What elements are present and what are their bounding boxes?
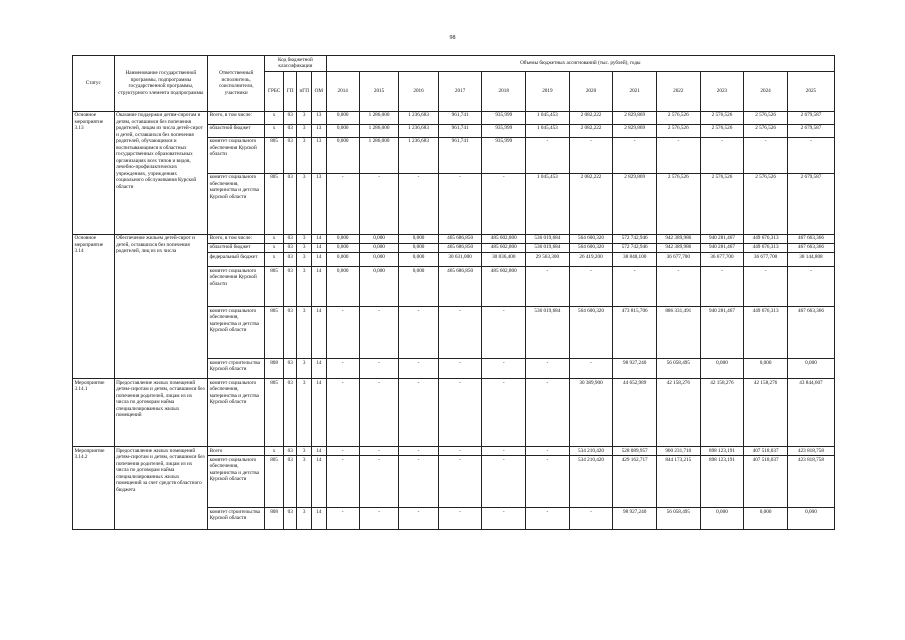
amount-cell: 423 818,758	[787, 455, 834, 507]
amount-cell: 942 389,986	[656, 243, 700, 252]
classification-code-cell: 14	[312, 252, 327, 266]
amount-cell: 0,000	[700, 358, 744, 378]
status-cell: Основное мероприятие 3.14	[73, 234, 115, 378]
amount-cell: 1 286,000	[359, 137, 398, 173]
amount-cell: 940 281,467	[700, 306, 744, 358]
classification-code-cell: 808	[265, 358, 284, 378]
amount-cell: 534 210,420	[569, 455, 613, 507]
classification-code-cell: 03	[283, 124, 297, 137]
header-name: Наименование государственной программы, подпрограммы государственной программы, структурного элемента подпрограммы	[114, 56, 208, 112]
amount-cell: -	[438, 507, 482, 529]
amount-cell: 30 631,000	[438, 252, 482, 266]
classification-code-cell: 03	[283, 111, 297, 124]
classification-code-cell: 3	[297, 266, 312, 306]
amount-cell: -	[526, 137, 570, 173]
classification-code-cell: 13	[312, 111, 327, 124]
amount-cell: 844 173,215	[656, 455, 700, 507]
responsible-cell: комитет строительства Курской области	[208, 358, 265, 378]
amount-cell: -	[569, 266, 613, 306]
amount-cell: 1 236,683	[399, 137, 438, 173]
amount-cell: -	[359, 173, 398, 234]
responsible-cell: комитет социального обеспечения, материнства и детства Курской области	[208, 455, 265, 507]
amount-cell: 465 686,850	[438, 266, 482, 306]
amount-cell: -	[399, 455, 438, 507]
amount-cell: -	[526, 446, 570, 455]
amount-cell: -	[399, 507, 438, 529]
amount-cell: 429 162,717	[613, 455, 657, 507]
amount-cell: 1 045,453	[526, 173, 570, 234]
responsible-cell: комитет социального обеспечения, материнства и детства Курской области	[208, 306, 265, 358]
amount-cell: 407 518,037	[744, 446, 788, 455]
amount-cell: 564 600,320	[569, 243, 613, 252]
amount-cell: -	[613, 266, 657, 306]
amount-cell: -	[326, 358, 359, 378]
classification-code-cell: 03	[283, 455, 297, 507]
classification-code-cell: 14	[312, 243, 327, 252]
classification-code-cell: 13	[312, 137, 327, 173]
classification-code-cell: 3	[297, 124, 312, 137]
amount-cell: 449 676,313	[744, 234, 788, 243]
classification-code-cell: 3	[297, 455, 312, 507]
classification-code-cell: х	[265, 252, 284, 266]
amount-cell: 0,000	[326, 111, 359, 124]
header-code: ГП	[283, 71, 297, 111]
header-year: 2016	[399, 71, 438, 111]
header-year: 2019	[526, 71, 570, 111]
classification-code-cell: 808	[265, 507, 284, 529]
amount-cell: -	[744, 137, 788, 173]
amount-cell: 38 848,100	[613, 252, 657, 266]
responsible-cell: областной бюджет	[208, 243, 265, 252]
classification-code-cell: 3	[297, 252, 312, 266]
amount-cell: 0,000	[787, 358, 834, 378]
amount-cell: 465 686,850	[438, 234, 482, 243]
amount-cell: -	[526, 378, 570, 446]
amount-cell: 898 123,191	[700, 446, 744, 455]
header-year: 2018	[482, 71, 526, 111]
amount-cell: 2 679,587	[787, 111, 834, 124]
amount-cell: 2 679,587	[787, 173, 834, 234]
amount-cell: 42 158,276	[656, 378, 700, 446]
header-classification: Код бюджетной классификации	[265, 56, 326, 72]
amount-cell: 2 576,526	[700, 111, 744, 124]
amount-cell: 0,000	[359, 266, 398, 306]
amount-cell: -	[613, 137, 657, 173]
amount-cell: -	[326, 507, 359, 529]
amount-cell: 98 927,240	[613, 358, 657, 378]
amount-cell: -	[438, 306, 482, 358]
classification-code-cell: 13	[312, 173, 327, 234]
header-status: Статус	[73, 56, 115, 112]
amount-cell: 29 563,300	[526, 252, 570, 266]
amount-cell: -	[399, 358, 438, 378]
amount-cell: 961,741	[438, 111, 482, 124]
classification-code-cell: 3	[297, 173, 312, 234]
amount-cell: -	[569, 358, 613, 378]
classification-code-cell: 805	[265, 378, 284, 446]
amount-cell: 473 815,706	[613, 306, 657, 358]
classification-code-cell: 14	[312, 446, 327, 455]
amount-cell: -	[438, 358, 482, 378]
amount-cell: -	[359, 358, 398, 378]
amount-cell: 536 019,684	[526, 306, 570, 358]
classification-code-cell: 03	[283, 266, 297, 306]
amount-cell: 1 236,683	[399, 124, 438, 137]
amount-cell: -	[438, 378, 482, 446]
amount-cell: -	[399, 446, 438, 455]
header-year: 2022	[656, 71, 700, 111]
classification-code-cell: 03	[283, 378, 297, 446]
amount-cell: -	[744, 266, 788, 306]
amount-cell: 98 927,240	[613, 507, 657, 529]
amount-cell: 886 331,491	[656, 306, 700, 358]
status-cell: Мероприятие 3.14.2	[73, 446, 115, 529]
classification-code-cell: 03	[283, 137, 297, 173]
classification-code-cell: 14	[312, 266, 327, 306]
header-code: ГРБС	[265, 71, 284, 111]
amount-cell: 572 742,946	[613, 243, 657, 252]
amount-cell: 0,000	[744, 507, 788, 529]
amount-cell: 0,000	[326, 266, 359, 306]
classification-code-cell: 3	[297, 446, 312, 455]
classification-code-cell: 14	[312, 234, 327, 243]
header-year: 2024	[744, 71, 788, 111]
amount-cell: 528 089,957	[613, 446, 657, 455]
classification-code-cell: х	[265, 234, 284, 243]
responsible-cell: Всего, в том числе:	[208, 111, 265, 124]
amount-cell: 0,000	[326, 124, 359, 137]
table-row	[73, 111, 835, 124]
classification-code-cell: 13	[312, 124, 327, 137]
header-code: пГП	[297, 71, 312, 111]
amount-cell: 961,741	[438, 137, 482, 173]
header-year: 2021	[613, 71, 657, 111]
header-year: 2014	[326, 71, 359, 111]
amount-cell: 1 286,000	[359, 124, 398, 137]
responsible-cell: федеральный бюджет	[208, 252, 265, 266]
amount-cell: -	[326, 378, 359, 446]
amount-cell: 423 818,758	[787, 446, 834, 455]
amount-cell: -	[359, 306, 398, 358]
measure-name-cell: Предоставление жилых помещений детям-сиротам и детям, оставшимся без попечения родителей, лицам из их числа по договорам найма специализированных жилых помещений за счет средств областного бюджета	[114, 446, 208, 529]
amount-cell: 0,000	[359, 243, 398, 252]
amount-cell: 961,741	[438, 124, 482, 137]
header-code: ОМ	[312, 71, 327, 111]
amount-cell: -	[482, 446, 526, 455]
amount-cell: 2 576,526	[656, 111, 700, 124]
amount-cell: -	[399, 378, 438, 446]
amount-cell: 467 663,366	[787, 306, 834, 358]
amount-cell: 1 045,453	[526, 111, 570, 124]
classification-code-cell: 03	[283, 358, 297, 378]
classification-code-cell: 14	[312, 358, 327, 378]
amount-cell: -	[526, 455, 570, 507]
amount-cell: -	[787, 137, 834, 173]
amount-cell: 0,000	[326, 234, 359, 243]
amount-cell: -	[482, 507, 526, 529]
amount-cell: 0,000	[359, 252, 398, 266]
classification-code-cell: 805	[265, 137, 284, 173]
amount-cell: -	[438, 455, 482, 507]
amount-cell: 26 419,200	[569, 252, 613, 266]
classification-code-cell: 805	[265, 266, 284, 306]
amount-cell: 0,000	[399, 243, 438, 252]
amount-cell: 536 019,684	[526, 234, 570, 243]
classification-code-cell: 14	[312, 507, 327, 529]
classification-code-cell: х	[265, 446, 284, 455]
classification-code-cell: 03	[283, 306, 297, 358]
amount-cell: 0,000	[399, 234, 438, 243]
amount-cell: 0,000	[787, 507, 834, 529]
amount-cell: 467 663,366	[787, 243, 834, 252]
amount-cell: 2 576,526	[744, 173, 788, 234]
header-responsible: Ответственный исполнитель, соисполнители, участники	[208, 56, 265, 112]
table-row	[73, 378, 835, 446]
amount-cell: -	[399, 173, 438, 234]
classification-code-cell: 14	[312, 378, 327, 446]
amount-cell: 2 576,526	[656, 173, 700, 234]
amount-cell: 0,000	[359, 234, 398, 243]
classification-code-cell: 3	[297, 137, 312, 173]
amount-cell: 36 677,700	[744, 252, 788, 266]
amount-cell: -	[787, 266, 834, 306]
amount-cell: 36 677,700	[700, 252, 744, 266]
amount-cell: 56 058,495	[656, 507, 700, 529]
classification-code-cell: 3	[297, 358, 312, 378]
amount-cell: 2 576,526	[656, 124, 700, 137]
amount-cell: -	[399, 306, 438, 358]
header-year: 2023	[700, 71, 744, 111]
classification-code-cell: 03	[283, 234, 297, 243]
amount-cell: 0,000	[399, 252, 438, 266]
amount-cell: 1 286,000	[359, 111, 398, 124]
amount-cell: -	[359, 446, 398, 455]
amount-cell: -	[359, 378, 398, 446]
responsible-cell: Всего	[208, 446, 265, 455]
classification-code-cell: 14	[312, 306, 327, 358]
measure-name-cell: Обеспечение жильем детей-сирот и детей, оставшихся без попечения родителей, лиц из их числа	[114, 234, 208, 378]
header-volumes: Объемы бюджетных ассигнований (тыс. рублей), годы	[326, 56, 834, 72]
amount-cell: 536 019,684	[526, 243, 570, 252]
amount-cell: -	[438, 446, 482, 455]
responsible-cell: комитет социального обеспечения, материнства и детства Курской области	[208, 173, 265, 234]
amount-cell: -	[569, 137, 613, 173]
amount-cell: 0,000	[326, 252, 359, 266]
responsible-cell: комитет социального обеспечения Курской области	[208, 266, 265, 306]
amount-cell: -	[326, 306, 359, 358]
amount-cell: 485 602,800	[482, 266, 526, 306]
amount-cell: 2 829,869	[613, 173, 657, 234]
amount-cell: -	[438, 173, 482, 234]
amount-cell: -	[359, 507, 398, 529]
amount-cell: -	[656, 137, 700, 173]
amount-cell: 534 210,420	[569, 446, 613, 455]
amount-cell: 30 389,900	[569, 378, 613, 446]
classification-code-cell: х	[265, 124, 284, 137]
amount-cell: 0,000	[744, 358, 788, 378]
responsible-cell: Всего, в том числе:	[208, 234, 265, 243]
amount-cell: -	[326, 455, 359, 507]
amount-cell: 485 602,800	[482, 234, 526, 243]
amount-cell: 935,999	[482, 137, 526, 173]
classification-code-cell: 03	[283, 446, 297, 455]
responsible-cell: комитет социального обеспечения Курской области	[208, 137, 265, 173]
classification-code-cell: 3	[297, 378, 312, 446]
amount-cell: -	[700, 137, 744, 173]
amount-cell: 38 144,808	[787, 252, 834, 266]
amount-cell: 2 576,526	[700, 173, 744, 234]
classification-code-cell: 3	[297, 243, 312, 252]
amount-cell: -	[482, 358, 526, 378]
amount-cell: 44 652,989	[613, 378, 657, 446]
amount-cell: 0,000	[326, 243, 359, 252]
amount-cell: 467 663,366	[787, 234, 834, 243]
measure-name-cell: Предоставление жилых помещений детям-сиротам и детям, оставшимся без попечения родителей, лицам из их числа по договорам найма специализированных жилых помещений	[114, 378, 208, 446]
amount-cell: -	[526, 266, 570, 306]
amount-cell: 0,000	[700, 507, 744, 529]
amount-cell: -	[569, 507, 613, 529]
amount-cell: 2 576,526	[744, 124, 788, 137]
classification-code-cell: 805	[265, 306, 284, 358]
amount-cell: -	[482, 306, 526, 358]
amount-cell: -	[526, 507, 570, 529]
amount-cell: -	[656, 266, 700, 306]
amount-cell: 36 677,700	[656, 252, 700, 266]
amount-cell: 940 281,467	[700, 234, 744, 243]
measure-name-cell: Оказание поддержки детям-сиротам и детям, оставшимся без попечения родителей, лицам из числа детей-сирот и детей, оставшихся без попечения родителей, обучающимся и воспитывающимся в областных государственных образовательных организациях всех типов и видов, лечебно-профилактических учреждениях, учреждениях социального обслуживания Курской области	[114, 111, 208, 234]
responsible-cell: областной бюджет	[208, 124, 265, 137]
header-year: 2015	[359, 71, 398, 111]
budget-body	[73, 111, 835, 529]
amount-cell: 407 518,037	[744, 455, 788, 507]
classification-code-cell: х	[265, 243, 284, 252]
amount-cell: 56 058,495	[656, 358, 700, 378]
amount-cell: 898 123,191	[700, 455, 744, 507]
amount-cell: 564 600,320	[569, 306, 613, 358]
classification-code-cell: 3	[297, 234, 312, 243]
budget-table	[72, 55, 835, 530]
amount-cell: 2 082,222	[569, 111, 613, 124]
header-year: 2025	[787, 71, 834, 111]
classification-code-cell: 03	[283, 173, 297, 234]
amount-cell: 43 844,607	[787, 378, 834, 446]
classification-code-cell: х	[265, 111, 284, 124]
amount-cell: 1 236,683	[399, 111, 438, 124]
table-row	[73, 234, 835, 243]
amount-cell: 2 082,222	[569, 124, 613, 137]
amount-cell: 900 231,710	[656, 446, 700, 455]
header-year: 2017	[438, 71, 482, 111]
amount-cell: 465 686,850	[438, 243, 482, 252]
classification-code-cell: 03	[283, 252, 297, 266]
responsible-cell: комитет социального обеспечения, материнства и детства Курской области	[208, 378, 265, 446]
classification-code-cell: 3	[297, 111, 312, 124]
status-cell: Мероприятие 3.14.1	[73, 378, 115, 446]
table-row	[73, 446, 835, 455]
amount-cell: 42 158,276	[744, 378, 788, 446]
amount-cell: -	[700, 266, 744, 306]
amount-cell: -	[326, 173, 359, 234]
amount-cell: 42 158,276	[700, 378, 744, 446]
status-cell: Основное мероприятие 3.13	[73, 111, 115, 234]
amount-cell: 935,999	[482, 124, 526, 137]
amount-cell: -	[359, 455, 398, 507]
responsible-cell: комитет строительства Курской области	[208, 507, 265, 529]
classification-code-cell: 3	[297, 306, 312, 358]
classification-code-cell: 3	[297, 507, 312, 529]
amount-cell: 449 676,313	[744, 306, 788, 358]
amount-cell: 942 389,986	[656, 234, 700, 243]
amount-cell: 935,999	[482, 111, 526, 124]
amount-cell: 0,000	[326, 137, 359, 173]
amount-cell: 485 602,800	[482, 243, 526, 252]
classification-code-cell: 03	[283, 507, 297, 529]
amount-cell: 0,000	[399, 266, 438, 306]
amount-cell: 1 045,453	[526, 124, 570, 137]
amount-cell: 30 836,400	[482, 252, 526, 266]
header-year: 2020	[569, 71, 613, 111]
amount-cell: 2 576,526	[700, 124, 744, 137]
classification-code-cell: 14	[312, 455, 327, 507]
amount-cell: 2 679,587	[787, 124, 834, 137]
classification-code-cell: 03	[283, 243, 297, 252]
classification-code-cell: 805	[265, 173, 284, 234]
amount-cell: 2 829,869	[613, 111, 657, 124]
amount-cell: 2 576,526	[744, 111, 788, 124]
amount-cell: 572 742,946	[613, 234, 657, 243]
amount-cell: 940 281,467	[700, 243, 744, 252]
amount-cell: 2 082,222	[569, 173, 613, 234]
amount-cell: -	[482, 378, 526, 446]
amount-cell: 2 829,869	[613, 124, 657, 137]
amount-cell: -	[482, 173, 526, 234]
amount-cell: -	[326, 446, 359, 455]
amount-cell: 449 676,313	[744, 243, 788, 252]
amount-cell: -	[526, 358, 570, 378]
amount-cell: -	[482, 455, 526, 507]
amount-cell: 564 600,320	[569, 234, 613, 243]
classification-code-cell: 805	[265, 455, 284, 507]
page-number: 98	[449, 35, 456, 41]
budget-sheet	[72, 55, 835, 530]
